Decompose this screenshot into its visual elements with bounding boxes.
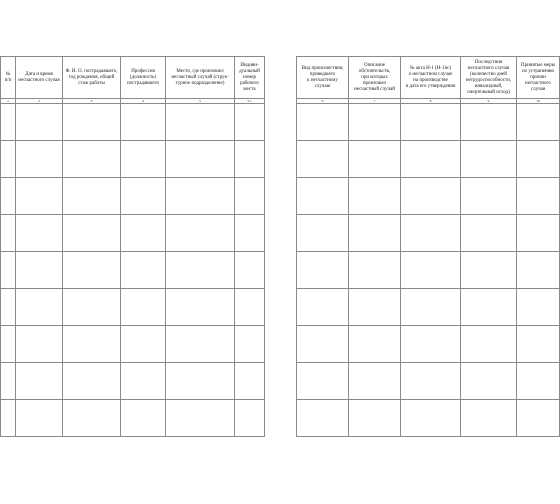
entry-cell[interactable] bbox=[1, 178, 16, 215]
entry-cell[interactable] bbox=[1, 104, 16, 141]
entry-cell[interactable] bbox=[235, 400, 265, 437]
entry-cell[interactable] bbox=[401, 252, 461, 289]
table-row bbox=[1, 104, 265, 141]
entry-cell[interactable] bbox=[461, 289, 517, 326]
entry-cell[interactable] bbox=[517, 289, 560, 326]
entry-cell[interactable] bbox=[297, 215, 349, 252]
entry-cell[interactable] bbox=[166, 363, 235, 400]
entry-cell[interactable] bbox=[297, 400, 349, 437]
col-header-circumstances: Описание обстоятельств, при которых произошел несчастный случай bbox=[349, 57, 401, 99]
entry-cell[interactable] bbox=[166, 252, 235, 289]
entry-cell[interactable] bbox=[166, 400, 235, 437]
entry-cell[interactable] bbox=[461, 363, 517, 400]
entry-cell[interactable] bbox=[349, 326, 401, 363]
entry-cell[interactable] bbox=[401, 400, 461, 437]
col-header-place: Место, где произошел несчастный случай (струк- турное подразделение) bbox=[166, 57, 235, 99]
entry-cell[interactable] bbox=[63, 252, 121, 289]
entry-cell[interactable] bbox=[166, 289, 235, 326]
entry-cell[interactable] bbox=[297, 178, 349, 215]
col-number: 3 bbox=[63, 99, 121, 104]
entry-cell[interactable] bbox=[297, 363, 349, 400]
entry-cell[interactable] bbox=[401, 104, 461, 141]
right-page bbox=[296, 56, 560, 437]
entry-cell[interactable] bbox=[166, 104, 235, 141]
table-row bbox=[297, 215, 560, 252]
entry-cell[interactable] bbox=[461, 326, 517, 363]
left-journal-table bbox=[0, 56, 265, 437]
entry-cell[interactable] bbox=[401, 363, 461, 400]
entry-cell[interactable] bbox=[1, 363, 16, 400]
entry-cell[interactable] bbox=[401, 215, 461, 252]
header-row bbox=[297, 57, 560, 99]
entry-cell[interactable] bbox=[16, 363, 63, 400]
entry-cell[interactable] bbox=[121, 289, 166, 326]
entry-cell[interactable] bbox=[517, 215, 560, 252]
col-header-measures: Принятые меры по устранению причин несчастного случая bbox=[517, 57, 560, 99]
col-header-profession: Профессия (должность) пострадавшего bbox=[121, 57, 166, 99]
col-header-victim: Ф. И. О. пострадавшего, год рождения, общий стаж работы bbox=[63, 57, 121, 99]
entry-cell[interactable] bbox=[297, 289, 349, 326]
col-header-incident-type: Вид происшествия, приведшего к несчастному случаю bbox=[297, 57, 349, 99]
entry-cell[interactable] bbox=[461, 178, 517, 215]
entry-cell[interactable] bbox=[16, 326, 63, 363]
entry-cell[interactable] bbox=[401, 178, 461, 215]
col-number: 6 bbox=[297, 99, 349, 104]
entry-cell[interactable] bbox=[121, 326, 166, 363]
table-row bbox=[297, 178, 560, 215]
entry-cell[interactable] bbox=[461, 141, 517, 178]
col-number: 5.1 bbox=[235, 99, 265, 104]
table-row bbox=[297, 104, 560, 141]
entry-cell[interactable] bbox=[16, 141, 63, 178]
entry-cell[interactable] bbox=[235, 252, 265, 289]
entry-cell[interactable] bbox=[235, 104, 265, 141]
table-row bbox=[297, 141, 560, 178]
entry-cell[interactable] bbox=[16, 104, 63, 141]
entry-cell[interactable] bbox=[349, 141, 401, 178]
entry-cell[interactable] bbox=[517, 252, 560, 289]
entry-cell[interactable] bbox=[235, 141, 265, 178]
entry-cell[interactable] bbox=[517, 326, 560, 363]
entry-cell[interactable] bbox=[63, 215, 121, 252]
entry-cell[interactable] bbox=[517, 363, 560, 400]
table-row bbox=[297, 252, 560, 289]
entry-cell[interactable] bbox=[401, 141, 461, 178]
col-header-workplace-id: Индиви- дуальный номер рабочего места bbox=[235, 57, 265, 99]
entry-cell[interactable] bbox=[517, 178, 560, 215]
entry-cell[interactable] bbox=[461, 400, 517, 437]
entry-cell[interactable] bbox=[63, 178, 121, 215]
entry-cell[interactable] bbox=[401, 289, 461, 326]
header-row bbox=[1, 57, 265, 99]
entry-cell[interactable] bbox=[63, 363, 121, 400]
entry-cell[interactable] bbox=[349, 104, 401, 141]
entry-cell[interactable] bbox=[401, 326, 461, 363]
table-row bbox=[1, 363, 265, 400]
table-row bbox=[1, 141, 265, 178]
entry-cell[interactable] bbox=[166, 215, 235, 252]
entry-cell[interactable] bbox=[1, 252, 16, 289]
entry-cell[interactable] bbox=[121, 400, 166, 437]
col-number: 10 bbox=[517, 99, 560, 104]
entry-cell[interactable] bbox=[349, 215, 401, 252]
col-number: 9 bbox=[461, 99, 517, 104]
entry-cell[interactable] bbox=[235, 363, 265, 400]
entry-cell[interactable] bbox=[349, 363, 401, 400]
entry-cell[interactable] bbox=[16, 252, 63, 289]
entry-cell[interactable] bbox=[461, 104, 517, 141]
entry-cell[interactable] bbox=[1, 289, 16, 326]
right-journal-table bbox=[296, 56, 560, 437]
entry-cell[interactable] bbox=[297, 252, 349, 289]
col-number: 4 bbox=[121, 99, 166, 104]
table-row bbox=[1, 215, 265, 252]
col-number: 7 bbox=[349, 99, 401, 104]
entry-cell[interactable] bbox=[349, 252, 401, 289]
table-row bbox=[297, 289, 560, 326]
table-row bbox=[1, 178, 265, 215]
right-table-body bbox=[297, 104, 560, 437]
entry-cell[interactable] bbox=[16, 400, 63, 437]
table-row bbox=[1, 400, 265, 437]
entry-cell[interactable] bbox=[166, 326, 235, 363]
entry-cell[interactable] bbox=[16, 178, 63, 215]
col-header-number: № п/п bbox=[1, 57, 16, 99]
entry-cell[interactable] bbox=[235, 215, 265, 252]
entry-cell[interactable] bbox=[349, 400, 401, 437]
col-number: 8 bbox=[401, 99, 461, 104]
entry-cell[interactable] bbox=[16, 289, 63, 326]
col-header-datetime: Дата и время несчастного случая bbox=[16, 57, 63, 99]
left-page bbox=[0, 56, 265, 437]
table-row bbox=[297, 400, 560, 437]
entry-cell[interactable] bbox=[461, 252, 517, 289]
table-row bbox=[1, 289, 265, 326]
entry-cell[interactable] bbox=[121, 363, 166, 400]
entry-cell[interactable] bbox=[1, 215, 16, 252]
entry-cell[interactable] bbox=[166, 178, 235, 215]
entry-cell[interactable] bbox=[63, 400, 121, 437]
entry-cell[interactable] bbox=[349, 178, 401, 215]
entry-cell[interactable] bbox=[166, 141, 235, 178]
entry-cell[interactable] bbox=[63, 104, 121, 141]
entry-cell[interactable] bbox=[461, 215, 517, 252]
entry-cell[interactable] bbox=[63, 289, 121, 326]
col-number: 2 bbox=[16, 99, 63, 104]
entry-cell[interactable] bbox=[121, 141, 166, 178]
entry-cell[interactable] bbox=[121, 215, 166, 252]
entry-cell[interactable] bbox=[517, 400, 560, 437]
entry-cell[interactable] bbox=[297, 326, 349, 363]
entry-cell[interactable] bbox=[1, 141, 16, 178]
table-row bbox=[1, 326, 265, 363]
entry-cell[interactable] bbox=[235, 289, 265, 326]
entry-cell[interactable] bbox=[121, 178, 166, 215]
table-row bbox=[297, 326, 560, 363]
entry-cell[interactable] bbox=[235, 326, 265, 363]
entry-cell[interactable] bbox=[297, 141, 349, 178]
entry-cell[interactable] bbox=[121, 252, 166, 289]
entry-cell[interactable] bbox=[63, 141, 121, 178]
entry-cell[interactable] bbox=[63, 326, 121, 363]
entry-cell[interactable] bbox=[235, 178, 265, 215]
entry-cell[interactable] bbox=[121, 104, 166, 141]
entry-cell[interactable] bbox=[1, 400, 16, 437]
entry-cell[interactable] bbox=[1, 326, 16, 363]
table-row bbox=[1, 252, 265, 289]
left-table-body bbox=[1, 104, 265, 437]
col-header-act-number: № акта Н-1 (Н-1пс) о несчастном случае на производстве и дата его утверждения bbox=[401, 57, 461, 99]
table-row bbox=[297, 363, 560, 400]
entry-cell[interactable] bbox=[517, 104, 560, 141]
entry-cell[interactable] bbox=[349, 289, 401, 326]
col-header-consequences: Последствия несчастного случая (количество дней нетрудоспособности, инвалидный, смертельный исход) bbox=[461, 57, 517, 99]
col-number: 1 bbox=[1, 99, 16, 104]
col-number: 5 bbox=[166, 99, 235, 104]
entry-cell[interactable] bbox=[16, 215, 63, 252]
entry-cell[interactable] bbox=[517, 141, 560, 178]
entry-cell[interactable] bbox=[297, 104, 349, 141]
